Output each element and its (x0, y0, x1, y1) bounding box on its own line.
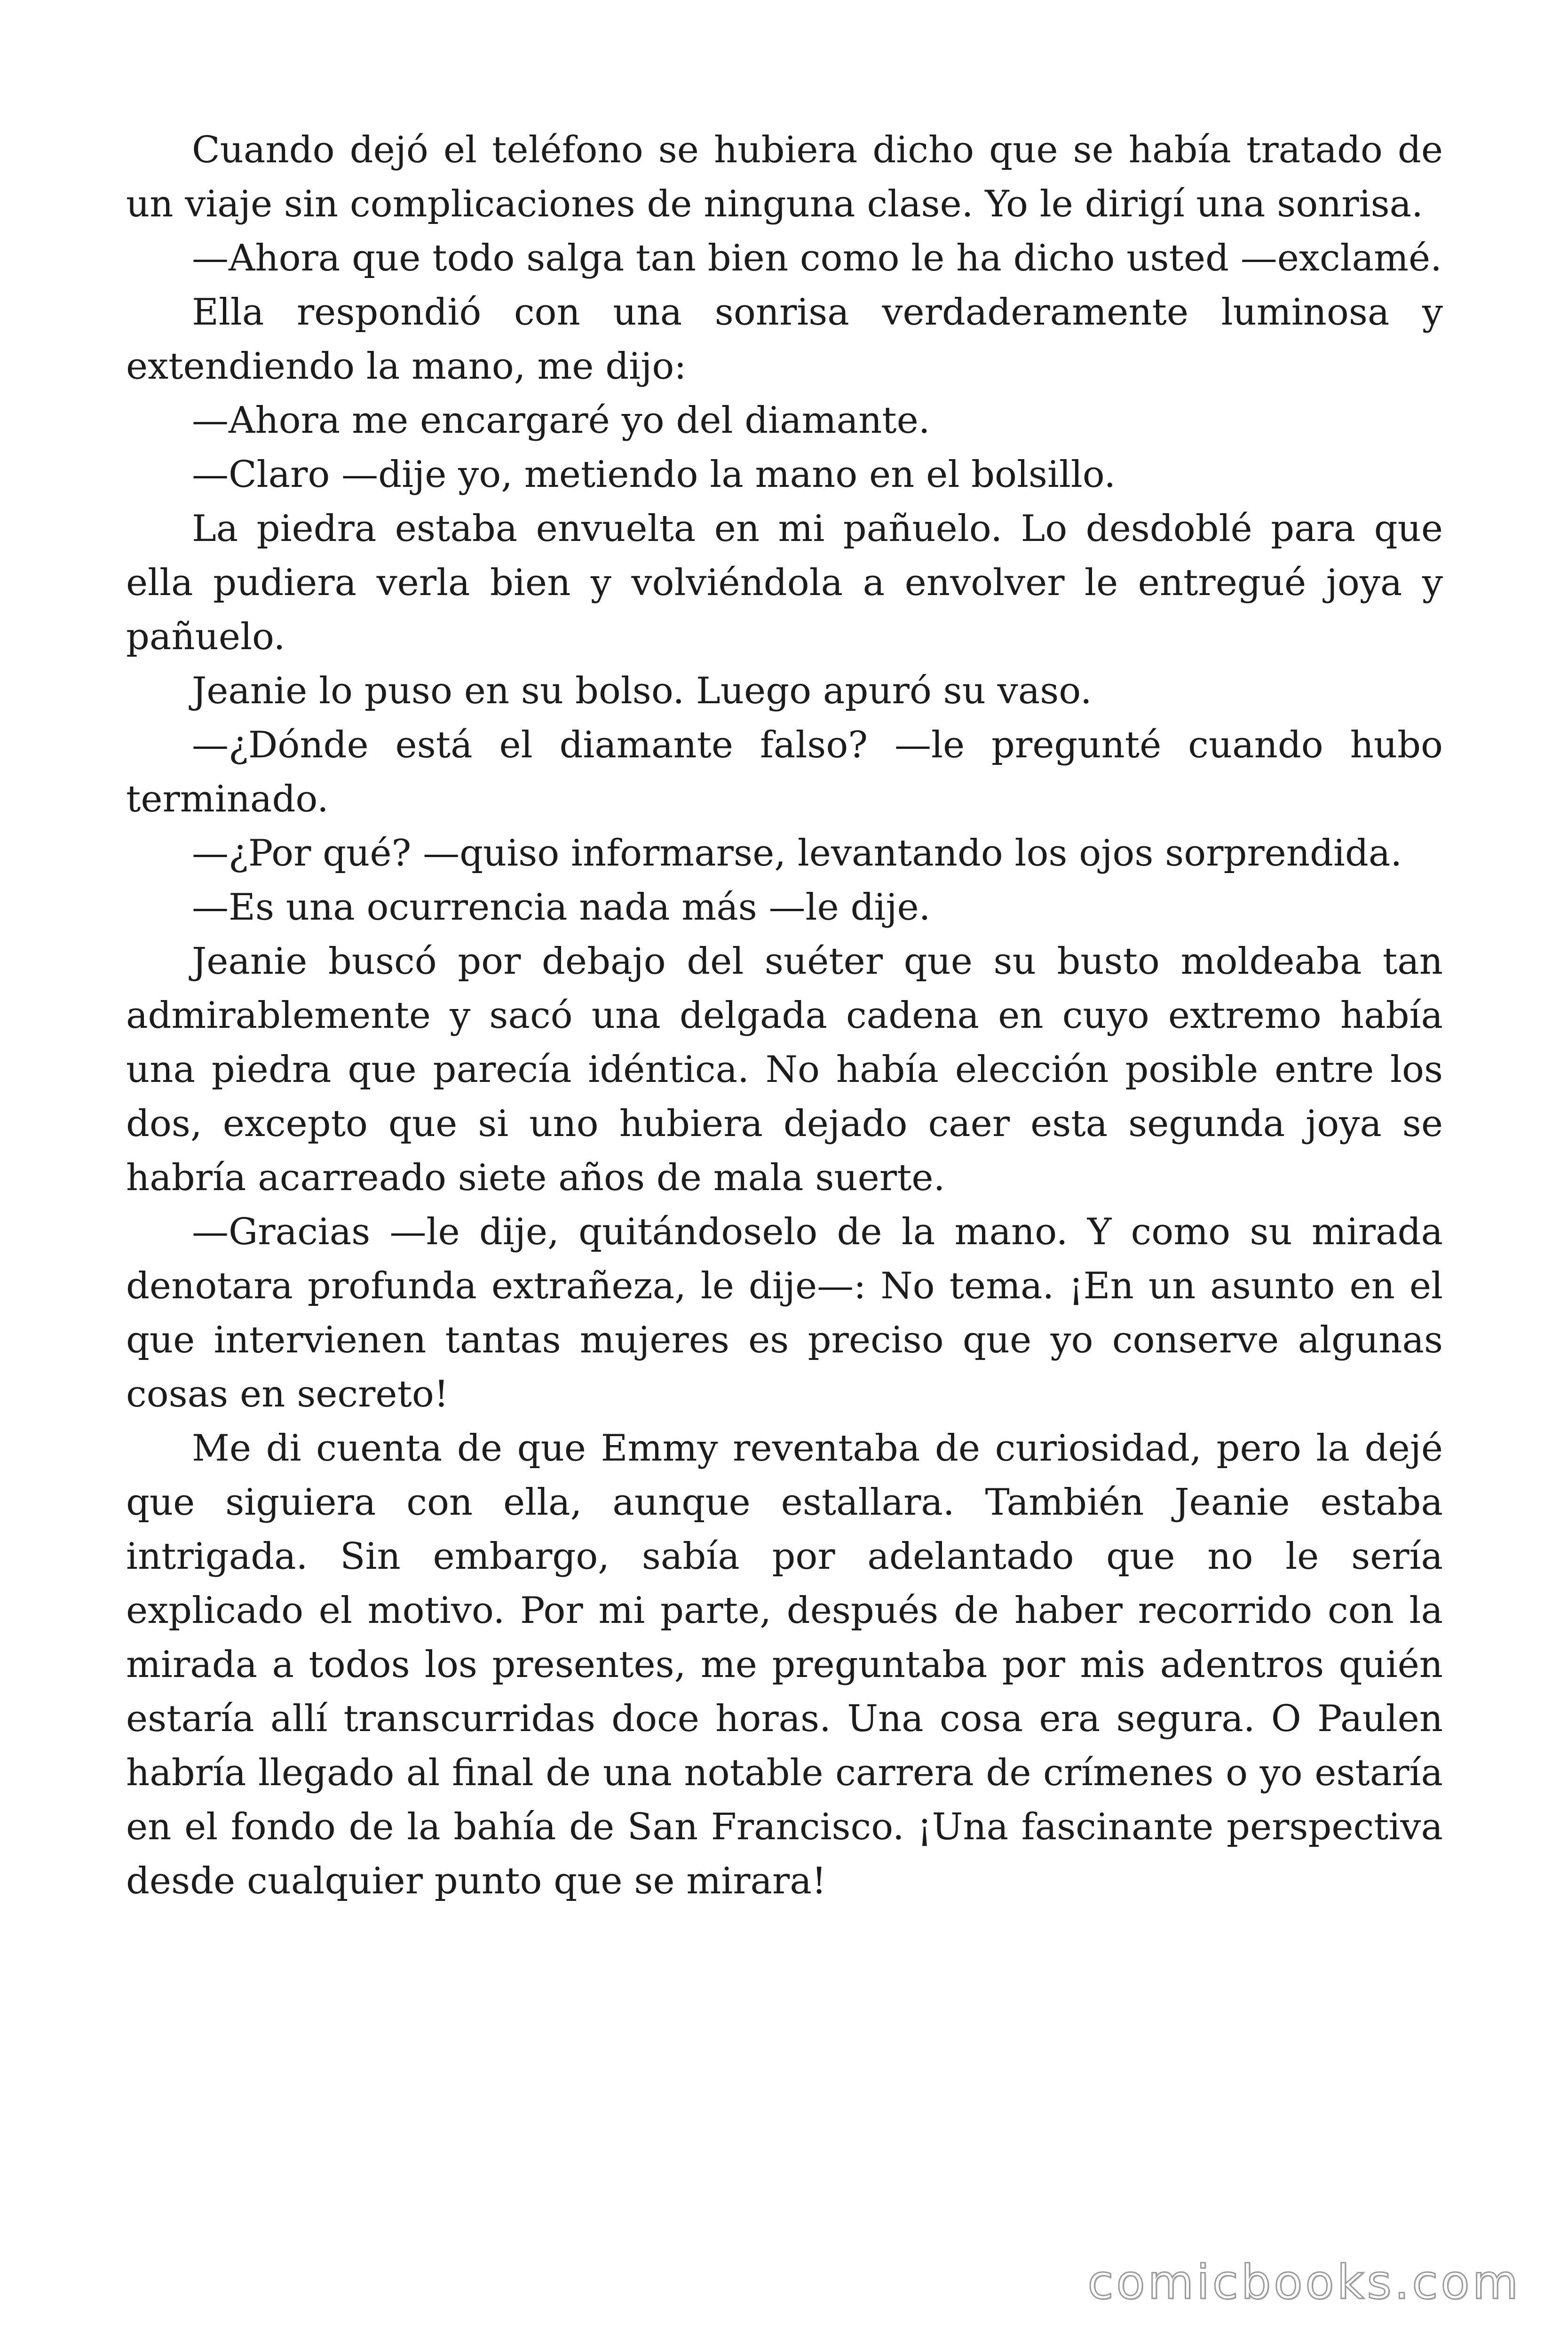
paragraph: Ella respondió con una sonrisa verdaderamente luminosa y extendiendo la mano, me dijo: (126, 291, 1443, 388)
paragraph: Cuando dejó el teléfono se hubiera dicho que se había tratado de un viaje sin complicaciones de ninguna clase. Yo le dirigí una sonrisa. (126, 129, 1443, 225)
paragraph: —¿Dónde está el diamante falso? —le pregunté cuando hubo terminado. (126, 724, 1443, 820)
paragraph: Me di cuenta de que Emmy reventaba de curiosidad, pero la dejé que siguiera con ella, aunque estallara. También Jeanie estaba intrigada. Sin embargo, sabía por adelantado que no le sería explicado el motivo. Por mi parte, después de haber recorrido con la mirada a todos los presentes, me preguntaba por mis adentros quién estaría allí transcurridas doce horas. Una cosa era segura. O Paulen habría llegado al final de una notable carrera de crímenes o yo estaría en el fondo de la bahía de San Francisco. ¡Una fascinante perspectiva desde cualquier punto que se mirara! (126, 1427, 1443, 1902)
paragraph: Jeanie lo puso en su bolso. Luego apuró su vaso. (192, 670, 1092, 712)
paragraph: —Ahora me encargaré yo del diamante. (192, 399, 930, 442)
paragraph: —¿Por qué? —quiso informarse, levantando los ojos sorprendida. (192, 832, 1402, 874)
paragraph: Jeanie buscó por debajo del suéter que su busto moldeaba tan admirablemente y sacó una delgada cadena en cuyo extremo había una piedra que parecía idéntica. No había elección posible entre los dos, excepto que si uno hubiera dejado caer esta segunda joya se habría acarreado siete años de mala suerte. (126, 940, 1443, 1199)
page-text-block (126, 123, 1443, 1908)
paragraph: —Gracias —le dije, quitándoselo de la mano. Y como su mirada denotara profunda extrañeza, le dije—: No tema. ¡En un asunto en el que intervienen tantas mujeres es preciso que yo conserve algunas cosas en secreto! (126, 1211, 1443, 1415)
watermark-text: comicbooks.com (1087, 2255, 1521, 2310)
paragraph: —Es una ocurrencia nada más —le dije. (192, 886, 931, 929)
paragraph: —Ahora que todo salga tan bien como le ha dicho usted —exclamé. (192, 237, 1442, 279)
paragraph: —Claro —dije yo, metiendo la mano en el bolsillo. (192, 453, 1116, 496)
paragraph: La piedra estaba envuelta en mi pañuelo. Lo desdoblé para que ella pudiera verla bien y volviéndola a envolver le entregué joya y pañuelo. (126, 508, 1443, 658)
